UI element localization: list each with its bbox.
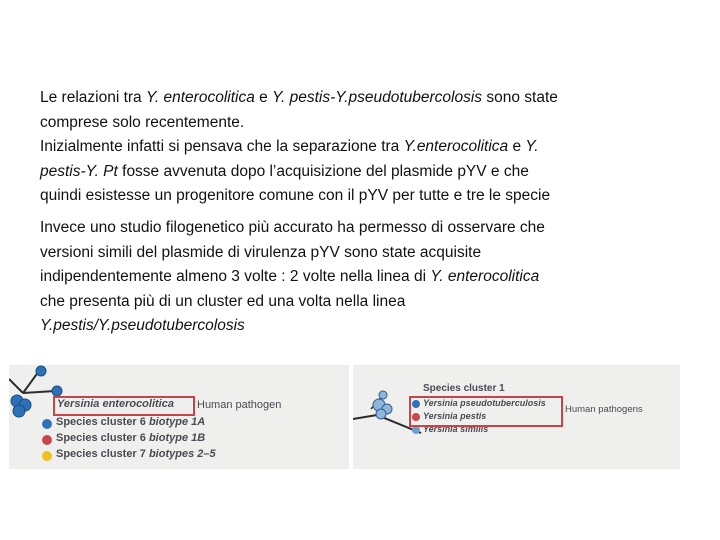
legend-item-cluster7-2-5: Species cluster 7 biotypes 2–5 bbox=[56, 448, 216, 460]
p2-line-1: Invece uno studio filogenetico più accurato ha permesso di osservare che bbox=[40, 219, 545, 236]
human-pathogen-label: Human pathogen bbox=[197, 399, 282, 411]
legend-dot-yellow-icon bbox=[42, 451, 52, 461]
p1-line-5: quindi esistesse un progenitore comune con il pYV per tutte e tre le specie bbox=[40, 187, 551, 204]
p2-line-4: che presenta più di un cluster ed una volta nella linea bbox=[40, 292, 406, 310]
p1-line-4: pestis-Y. Pt fosse avvenuta dopo l’acquisizione del plasmide pYV e che bbox=[40, 162, 529, 180]
legend-dot-blue-icon bbox=[42, 419, 52, 429]
p2-line-5: Y.pestis/Y.pseudotubercolosis bbox=[40, 317, 245, 334]
figure-left-enterocolitica bbox=[9, 365, 349, 469]
p1-line-2: comprese solo recentemente. bbox=[40, 113, 245, 131]
species-dot-lightblue-icon bbox=[412, 426, 420, 434]
legend-item-cluster6-1a: Species cluster 6 biotype 1A bbox=[56, 416, 206, 428]
yersinia-similis-label: Yersinia similis bbox=[423, 424, 489, 434]
paragraph-1 bbox=[40, 86, 680, 209]
legend-dot-red-icon bbox=[42, 435, 52, 445]
legend-item-cluster6-1b: Species cluster 6 biotype 1B bbox=[56, 432, 206, 444]
paragraph-2 bbox=[40, 216, 680, 339]
p1-line-3: Inizialmente infatti si pensava che la separazione tra Y.enterocolitica e Y. bbox=[40, 138, 539, 155]
p2-line-3: indipendentemente almeno 3 volte : 2 volte nella linea di Y. enterocolitica bbox=[40, 268, 540, 285]
figure-right-pestis bbox=[353, 365, 680, 469]
p1-line-1: Le relazioni tra Y. enterocolitica e Y. pestis-Y.pseudotubercolosis sono state bbox=[40, 89, 558, 106]
highlight-box-pestis-group bbox=[409, 396, 563, 427]
yersinia-pseudotuberculosis-label: Yersinia pseudotuberculosis bbox=[423, 398, 546, 408]
yersinia-pestis-label: Yersinia pestis bbox=[423, 411, 487, 421]
p2-line-2: versioni simili del plasmide di virulenza pYV sono state acquisite bbox=[40, 243, 482, 261]
yersinia-enterocolitica-label: Yersinia enterocolitica bbox=[57, 398, 174, 410]
human-pathogens-label: Human pathogens bbox=[565, 404, 643, 415]
species-cluster-1-title: Species cluster 1 bbox=[423, 383, 505, 394]
